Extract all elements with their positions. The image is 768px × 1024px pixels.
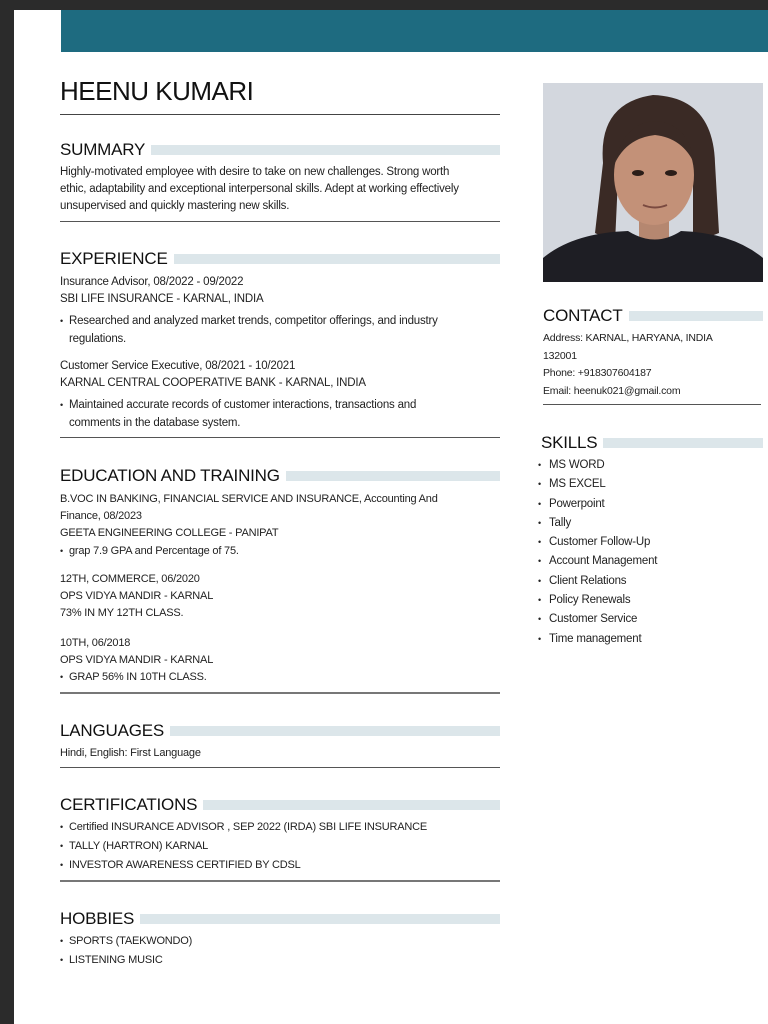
summary-heading-bar	[151, 145, 500, 155]
certifications-divider	[60, 880, 500, 882]
languages-heading	[60, 721, 500, 741]
job-entry	[60, 274, 263, 308]
skills-heading-bar	[603, 438, 763, 448]
profile-photo-illustration	[543, 83, 763, 282]
skills-title: SKILLS	[541, 433, 598, 452]
certification-item: • TALLY (HARTRON) KARNAL	[69, 837, 208, 855]
summary-line: Highly-motivated employee with desire to take on new challenges. Strong worth	[60, 166, 450, 178]
candidate-name: HEENU KUMARI	[60, 76, 254, 106]
certifications-title: CERTIFICATIONS	[60, 795, 198, 814]
job-role: Insurance Advisor, 08/2022 - 09/2022	[60, 276, 244, 288]
contact-divider	[543, 404, 761, 405]
languages-text: Hindi, English: First Language	[60, 747, 201, 759]
languages-divider	[60, 767, 500, 768]
contact-address: Address: KARNAL, HARYANA, INDIA	[543, 332, 713, 344]
contact-email: Email: heenuk021@gmail.com	[543, 384, 681, 397]
skill-item: • MS WORD	[547, 456, 657, 475]
education-entry: 12TH, COMMERCE, 06/2020 OPS VIDYA MANDIR - KARNAL 73% IN MY 12TH CLASS.	[60, 573, 214, 619]
languages-heading-bar	[170, 726, 500, 736]
experience-title: EXPERIENCE	[60, 249, 168, 268]
skill-item: • Customer Follow-Up	[547, 533, 657, 552]
experience-heading	[60, 249, 500, 269]
education-heading-bar	[286, 471, 500, 481]
skills-list	[547, 456, 657, 649]
summary-heading	[60, 140, 500, 160]
languages-title: LANGUAGES	[60, 721, 165, 740]
contact-phone: Phone: +918307604187	[543, 367, 652, 379]
skill-item: • Powerpoint	[547, 495, 657, 514]
contact-heading-bar	[629, 311, 764, 321]
education-entry: 10TH, 06/2018 OPS VIDYA MANDIR - KARNAL	[60, 637, 214, 666]
skill-item: • Tally	[547, 514, 657, 533]
summary-title: SUMMARY	[60, 140, 146, 159]
summary-line: unsupervised and quickly mastering new skills.	[60, 200, 290, 212]
job-company: SBI LIFE INSURANCE - KARNAL, INDIA	[60, 293, 264, 305]
certification-item: • INVESTOR AWARENESS CERTIFIED BY CDSL	[69, 856, 301, 874]
education-entry: B.VOC IN BANKING, FINANCIAL SERVICE AND INSURANCE, Accounting And Finance, 08/2023 GEETA ENGINEERING COLLEGE - PANIPAT	[60, 493, 438, 539]
job-role: Customer Service Executive, 08/2021 - 10/2021	[60, 360, 296, 372]
hobbies-title: HOBBIES	[60, 909, 135, 928]
contact-address-pincode: 132001	[543, 349, 577, 362]
skill-item: • Policy Renewals	[547, 591, 657, 610]
job-bullet: • Researched and analyzed market trends, competitor offerings, and industry regulations.	[69, 312, 438, 348]
experience-heading-bar	[174, 254, 500, 264]
profile-photo	[543, 83, 763, 282]
experience-divider	[60, 437, 500, 438]
education-bullet: • grap 7.9 GPA and Percentage of 75.	[69, 542, 239, 560]
skills-heading	[541, 433, 763, 453]
contact-details	[543, 330, 713, 400]
education-divider	[60, 692, 500, 694]
skill-item: • MS EXCEL	[547, 475, 657, 494]
education-bullet: • GRAP 56% IN 10TH CLASS.	[69, 668, 207, 686]
skill-item: • Customer Service	[547, 610, 657, 629]
hobby-item: • LISTENING MUSIC	[69, 951, 163, 969]
certification-item: • Certified INSURANCE ADVISOR , SEP 2022 (IRDA) SBI LIFE INSURANCE	[69, 818, 427, 836]
job-bullet: • Maintained accurate records of customer interactions, transactions and comments in the database system.	[69, 396, 416, 432]
certifications-heading-bar	[203, 800, 500, 810]
hobbies-heading-bar	[140, 914, 500, 924]
resume-page	[14, 10, 768, 1024]
hobby-item: • SPORTS (TAEKWONDO)	[69, 932, 192, 950]
job-entry	[60, 358, 366, 392]
skill-item: • Client Relations	[547, 572, 657, 591]
hobbies-heading	[60, 909, 500, 929]
name-divider	[60, 114, 500, 115]
education-heading	[60, 466, 500, 486]
skill-item: • Account Management	[547, 552, 657, 571]
summary-line: ethic, adaptability and exceptional interpersonal skills. Adept at working effectively	[60, 183, 459, 195]
education-title: EDUCATION AND TRAINING	[60, 466, 280, 485]
summary-text	[60, 164, 459, 215]
certifications-heading	[60, 795, 500, 815]
skill-item: • Time management	[547, 630, 657, 649]
contact-heading	[543, 306, 763, 326]
header-color-bar	[61, 10, 768, 52]
contact-title: CONTACT	[543, 306, 623, 325]
summary-divider	[60, 221, 500, 222]
job-company: KARNAL CENTRAL COOPERATIVE BANK - KARNAL, INDIA	[60, 377, 366, 389]
